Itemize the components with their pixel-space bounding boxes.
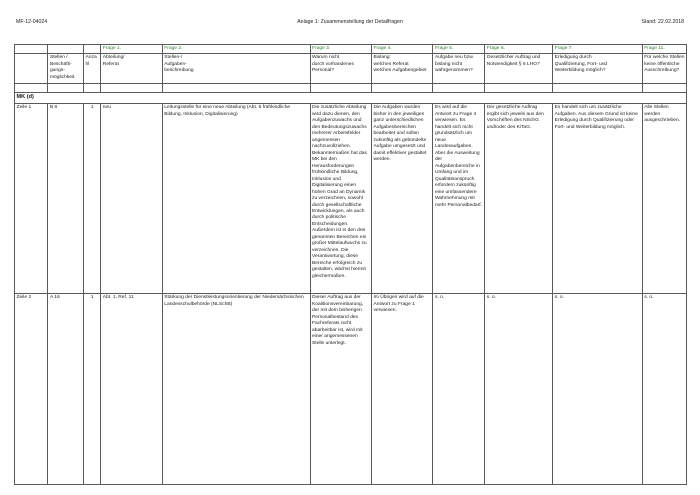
cell-erledigung: Es handelt sich um zusätzliche Aufgaben. Aus diesem Grund ist keine Erledigung durch Qualifizierung oder Fort- und Weiterbildung möglich. (553, 104, 643, 294)
column-label-row (15, 54, 687, 84)
question-1-header: Frage 1. (101, 45, 162, 54)
column-label-beschreibung: Stellen-/ Aufgaben- beschreibung (162, 54, 310, 84)
cell-abteilung: Abt. 1, Ref. 11 (101, 294, 162, 485)
row-label: Zeile 2 (15, 294, 48, 485)
question-4-header: Frage 4. (371, 45, 432, 54)
cell-beschreibung: Stärkung der Dienstleistungsorientierung der Niedersächsischen Landesschulbehörde (NLSchB) (162, 294, 310, 485)
column-label-neu: Aufgabe neu bzw. bislang nicht wahrgenommen? (433, 54, 485, 84)
column-label-warum: Warum nicht durch vorhandenes Personal? (310, 54, 371, 84)
question-7-header: Frage 7. (553, 45, 643, 54)
spacer-row (15, 84, 687, 93)
table-row (15, 294, 687, 485)
document-date: Stand: 22.02.2018 (641, 19, 684, 25)
cell-anzahl: 1 (84, 294, 101, 485)
question-11-header: Frage 11. (642, 45, 686, 54)
cell-stelle: A 16 (48, 294, 84, 485)
cell-ausschreibung: Alle Stellen werden ausgeschrieben. (642, 104, 686, 294)
cell-warum: Dieser Auftrag aus der Koalitionsvereinbarung, der mit dem bisherigen Personalbestand des Fachreferats nicht abarbeitbar ist, wird mit einer angemessenen Stelle unterlegt. (310, 294, 371, 485)
cell-bislang: Die Aufgaben wurden bisher in den jeweiligen ganz unterschiedlichen Aufgabenbereichen bearbeitet und sollen zukünftig als gebündelte Aufgabe umgesetzt und damit effektiver gestaltet werden. (371, 104, 432, 294)
cell-neu: Es wird auf die Antwort zu Frage 4 verwiesen. Es handelt sich nicht grundsätzlich um neue Landesaufgaben. Aber die Ausweitung der Aufgabenbereiche in Umfang und im Qualitätsanspruch erfordern zukünftig eine umfassendere Wahrnehmung mit mehr Personalbedarf. (433, 104, 485, 294)
empty-cell (84, 45, 101, 54)
empty-cell (15, 54, 48, 84)
cell-auftrag: Der gesetzliche Auftrag ergibt sich jeweils aus den Vorschriften des NSchG und/oder des KiTaG. (485, 104, 553, 294)
document-title: Anlage 1: Zusammenstellung der Detailfragen (297, 19, 403, 25)
column-label-stellen: Stellen / Beschäfti- gungs- möglichkeit (48, 54, 84, 84)
cell-erledigung: s. o. (553, 294, 643, 485)
question-3-header: Frage 3. (310, 45, 371, 54)
cell-stelle: B 6 (48, 104, 84, 294)
column-label-ausschreibung: Für welche Stellen keine öffentliche Ausschreibung? (642, 54, 686, 84)
table-row (15, 104, 687, 294)
column-label-bislang: Bislang: welches Referat welches Aufgabengebiet (371, 54, 432, 84)
section-label: MK (d) (15, 93, 687, 104)
question-5-header: Frage 5. (433, 45, 485, 54)
column-label-anzahl: Anzahl (84, 54, 101, 84)
question-6-header: Frage 6. (485, 45, 553, 54)
cell-ausschreibung: s. o. (642, 294, 686, 485)
document-id: MF-12-04024 (16, 19, 48, 25)
cell-warum: Die zusätzliche Abteilung wird dazu dienen, den Aufgabenzuwachs und den Bedeutungszuwachs mehrerer Arbeitsfelder angemessen nachzuvollziehen. Bekanntermaßen hat das MK bei den Herausforderungen frühkindliche Bildung, Inklusion und Digitalisierung einen hohen Grad an Dynamik zu verzeichnen, sowohl durch gesellschaftliche Entwicklungen, als auch durch politische Entscheidungen. Außerdem ist in den drei genannten Bereichen ein großer Mittelaufwuchs zu verzeichnen. Die Verantwortung, diese Bereiche erfolgreich zu gestalten, wächst hiermit gleichermaßen. (310, 104, 371, 294)
cell-beschreibung: Leitungsstelle für eine neue Abteilung (Abt. 5 frühkindliche Bildung, Inklusion, Digitalisierung) (162, 104, 310, 294)
column-label-auftrag: Gesetzlicher Auftrag und Notwendigkeit § 6 LHO? (485, 54, 553, 84)
question-2-header: Frage 2. (162, 45, 310, 54)
detail-questions-table (14, 44, 687, 485)
cell-bislang: Im Übrigen wird auf die Antwort zu Frage 1 verwiesen. (371, 294, 432, 485)
cell-anzahl: 1 (84, 104, 101, 294)
empty-cell (48, 45, 84, 54)
cell-abteilung: neu (101, 104, 162, 294)
cell-auftrag: s. o. (485, 294, 553, 485)
empty-cell (15, 45, 48, 54)
cell-neu: s. o. (433, 294, 485, 485)
column-label-erledigung: Erledigung durch Qualifizierung, Fort- und Weiterbildung möglich? (553, 54, 643, 84)
row-label: Zeile 1 (15, 104, 48, 294)
section-row (15, 93, 687, 104)
column-label-abteilung: Abteilung/ Referat (101, 54, 162, 84)
question-number-row (15, 45, 687, 54)
